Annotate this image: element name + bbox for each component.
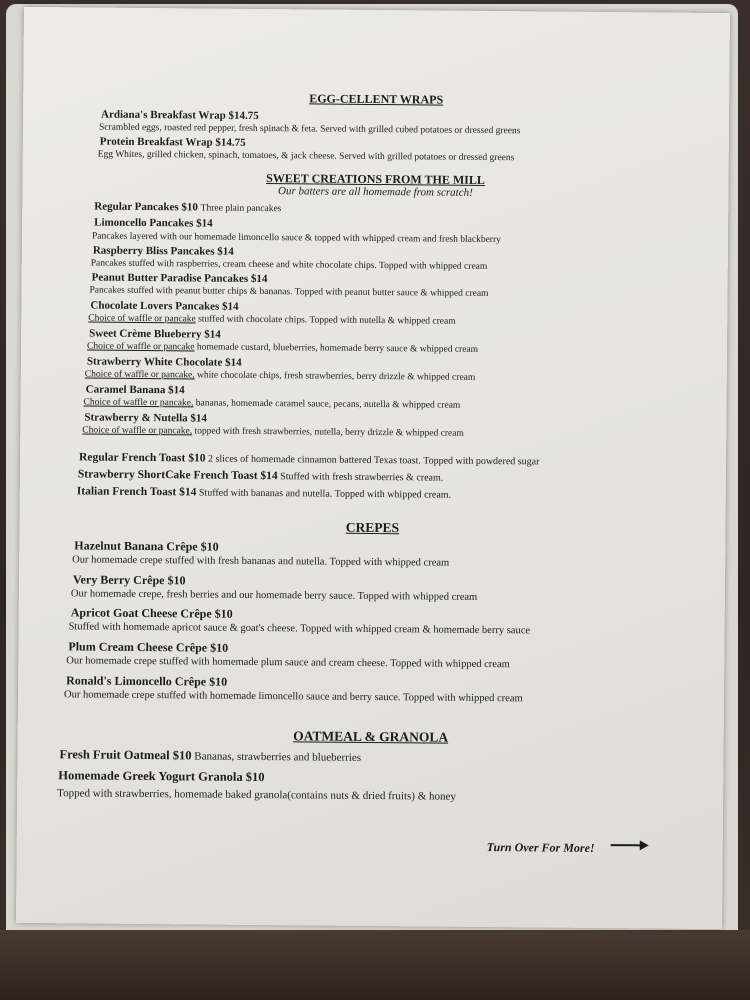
menu-item-desc: Choice of waffle or pancake, topped with fresh strawberries, nutella, berry drizzle & whipped cream [82, 425, 464, 439]
menu-item-name: Chocolate Lovers Pancakes $14 [90, 299, 239, 313]
menu-item-desc: Our homemade crepe stuffed with homemade plum sauce and cream cheese. Topped with whipped cream [66, 655, 510, 671]
section-title-sweet: SWEET CREATIONS FROM THE MILL [266, 171, 485, 187]
menu-item-desc: Egg Whites, grilled chicken, spinach, tomatoes, & jack cheese. Served with grilled potatoes or dressed greens [97, 149, 515, 164]
menu-item-desc: Our homemade crepe stuffed with homemade limoncello sauce and berry sauce. Topped with whipped cream [63, 689, 523, 705]
menu-item-desc: Stuffed with homemade apricot sauce & goat's cheese. Topped with whipped cream & homemade berry sauce [68, 621, 531, 637]
menu-item-name: Strawberry White Chocolate $14 [86, 355, 242, 369]
menu-page [16, 7, 730, 929]
menu-item-desc: Pancakes stuffed with raspberries, cream cheese and white chocolate chips. Topped with whipped cream [90, 258, 488, 272]
table-surface [0, 930, 750, 1000]
section-title-wraps: EGG-CELLENT WRAPS [309, 91, 444, 107]
menu-item-name: Ardiana's Breakfast Wrap $14.75 [101, 108, 259, 122]
menu-item-name: Protein Breakfast Wrap $14.75 [99, 135, 246, 149]
menu-item-name: Very Berry Crêpe $10 [72, 572, 186, 588]
menu-item-name: Hazelnut Banana Crêpe $10 [74, 538, 219, 554]
menu-item-name: Raspberry Bliss Pancakes $14 [92, 244, 234, 258]
menu-item-oatmeal: Fresh Fruit Oatmeal $10 Bananas, strawberries and blueberries [59, 747, 362, 764]
menu-item-name: Homemade Greek Yogurt Granola $10 [58, 768, 265, 785]
menu-item-desc: Choice of waffle or pancake, bananas, homemade caramel sauce, pecans, nutella & whipped cream [83, 397, 461, 411]
menu-item-name: Plum Cream Cheese Crêpe $10 [68, 639, 229, 655]
menu-item-name: Peanut Butter Paradise Pancakes $14 [91, 271, 268, 286]
section-title-oatmeal: OATMEAL & GRANOLA [293, 728, 449, 745]
menu-item-desc: Scrambled eggs, roasted red pepper, fresh spinach & feta. Served with grilled cubed potatoes or dressed greens [98, 122, 521, 137]
menu-item-name: Caramel Banana $14 [85, 383, 185, 397]
menu-item-name: Sweet Crème Blueberry $14 [89, 327, 221, 341]
menu-item-desc: Choice of waffle or pancake, white chocolate chips, fresh strawberries, berry drizzle & whipped cream [84, 369, 476, 383]
menu-item-desc: Topped with strawberries, homemade baked granola(contains nuts & dried fruits) & honey [57, 787, 456, 803]
section-title-crepes: CREPES [345, 519, 400, 536]
menu-item-regular-pancakes: Regular Pancakes $10 Three plain pancakes [94, 200, 282, 215]
menu-item-desc: Choice of waffle or pancake stuffed with chocolate chips. Topped with nutella & whipped cream [88, 313, 456, 327]
menu-item-desc: Choice of waffle or pancake homemade custard, blueberries, homemade berry sauce & whipped cream [87, 341, 479, 355]
menu-item-name: Limoncello Pancakes $14 [94, 216, 213, 230]
section-note: Our batters are all homemade from scratch! [278, 185, 473, 199]
menu-item-name: Ronald's Limoncello Crêpe $10 [66, 673, 228, 689]
menu-item-name: Apricot Goat Cheese Crêpe $10 [70, 605, 233, 621]
arrow-right-icon [611, 844, 641, 846]
turn-over-note: Turn Over For More! [486, 840, 595, 855]
menu-item-desc: Pancakes stuffed with peanut butter chips & bananas. Topped with peanut butter sauce & whipped cream [89, 285, 489, 300]
menu-item-french-toast: Strawberry ShortCake French Toast $14 Stuffed with fresh strawberries & cream. [77, 468, 444, 484]
menu-item-desc: Our homemade crepe, fresh berries and our homemade berry sauce. Topped with whipped cream [70, 588, 478, 603]
menu-item-name: Strawberry & Nutella $14 [84, 411, 207, 425]
menu-item-desc: Pancakes layered with our homemade limoncello sauce & topped with whipped cream and fresh blackberry [91, 231, 501, 246]
menu-item-desc: Our homemade crepe stuffed with fresh bananas and nutella. Topped with whipped cream [72, 554, 450, 569]
menu-item-french-toast: Italian French Toast $14 Stuffed with bananas and nutella. Topped with whipped cream. [76, 485, 452, 501]
menu-item-french-toast: Regular French Toast $10 2 slices of homemade cinnamon battered Texas toast. Topped with powdered sugar [79, 451, 540, 468]
